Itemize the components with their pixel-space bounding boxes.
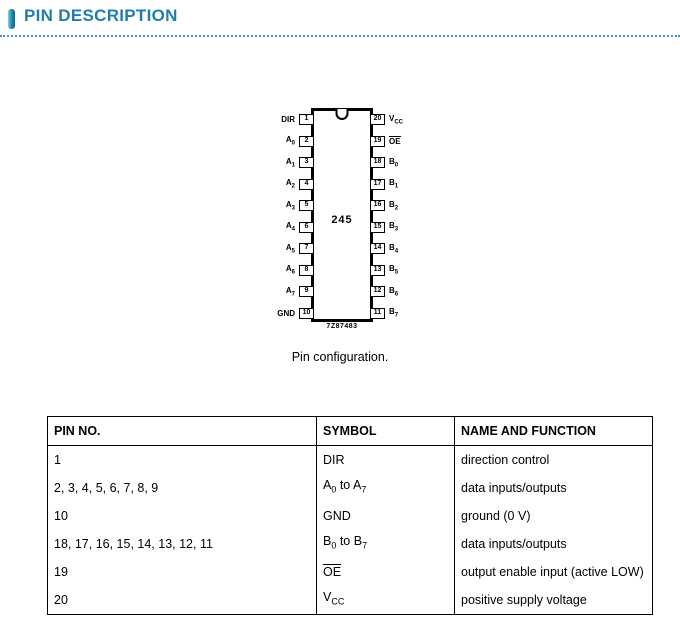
- pin-right-20: [370, 113, 418, 126]
- pin-right-18: [370, 156, 418, 169]
- pin-number-19: 19: [370, 136, 385, 147]
- pin-number-16: 16: [370, 200, 385, 211]
- pin-left-6: [268, 221, 314, 234]
- pin-number-12: 12: [370, 286, 385, 297]
- pin-right-17: [370, 178, 418, 191]
- pin-number-18: 18: [370, 157, 385, 168]
- pin-number-6: 6: [299, 222, 314, 233]
- pin-number-9: 9: [299, 286, 314, 297]
- pin-left-1: [268, 113, 314, 126]
- table-row: [48, 558, 653, 586]
- pin-label-18: $B_0$: [389, 156, 399, 169]
- pin-label-10: GND: [277, 308, 295, 318]
- pin-right-12: [370, 285, 418, 298]
- chip-name-label: 245: [331, 214, 353, 226]
- cell-pin-no: 1: [48, 446, 317, 475]
- pin-label-11: $B_7$: [389, 307, 399, 319]
- cell-symbol: GND: [317, 502, 455, 530]
- pin-right-15: [370, 221, 418, 234]
- pin-number-8: 8: [299, 265, 314, 276]
- table-row: [48, 446, 653, 475]
- pin-number-14: 14: [370, 243, 385, 254]
- table-row: [48, 474, 653, 502]
- pin-number-1: 1: [299, 114, 314, 125]
- pin-label-20: $V_{CC}$: [389, 113, 404, 126]
- chip-notch-icon: [336, 109, 349, 120]
- rounded-bar-icon: [8, 9, 15, 29]
- cell-pin-no: 18, 17, 16, 15, 14, 13, 12, 11: [48, 530, 317, 558]
- chip-body: [311, 108, 373, 322]
- pin-number-7: 7: [299, 243, 314, 254]
- pin-number-20: 20: [370, 114, 385, 125]
- pin-configuration-figure: [0, 95, 680, 385]
- pin-left-5: [268, 199, 314, 212]
- pin-right-13: [370, 264, 418, 277]
- pin-label-9: $A_7$: [285, 285, 295, 298]
- cell-name-and-function: output enable input (active LOW): [455, 558, 653, 586]
- pin-label-6: $A_4$: [285, 221, 295, 233]
- pin-number-2: 2: [299, 136, 314, 147]
- pin-label-17: $B_1$: [389, 178, 399, 190]
- header-divider: [0, 35, 680, 37]
- cell-symbol: $V_{CC}$: [317, 586, 455, 615]
- pin-number-17: 17: [370, 179, 385, 190]
- pin-right-14: [370, 242, 418, 255]
- figure-caption: Pin configuration.: [291, 350, 389, 364]
- chip-diagram: [268, 95, 418, 345]
- pin-label-12: $B_6$: [389, 285, 399, 298]
- table-header-row: [48, 417, 653, 446]
- table-row: [48, 530, 653, 558]
- cell-pin-no: 10: [48, 502, 317, 530]
- pin-label-19: OE: [389, 136, 401, 146]
- pin-left-9: [268, 285, 314, 298]
- section-header: [0, 0, 680, 40]
- pin-description-table: [47, 416, 653, 615]
- pin-label-7: $A_5$: [285, 242, 295, 255]
- pin-number-11: 11: [370, 308, 385, 319]
- pin-number-3: 3: [299, 157, 314, 168]
- pin-left-3: [268, 156, 314, 169]
- cell-name-and-function: data inputs/outputs: [455, 530, 653, 558]
- pin-label-15: $B_3$: [389, 221, 399, 233]
- page-title: PIN DESCRIPTION: [24, 6, 178, 25]
- cell-symbol: $A_0$ to $A_7$: [317, 474, 455, 502]
- cell-name-and-function: positive supply voltage: [455, 586, 653, 615]
- pin-right-16: [370, 199, 418, 212]
- table-row: [48, 586, 653, 615]
- cell-pin-no: 19: [48, 558, 317, 586]
- cell-name-and-function: ground (0 V): [455, 502, 653, 530]
- pin-label-2: $A_0$: [285, 135, 295, 147]
- pin-left-2: [268, 135, 314, 148]
- pin-label-1: DIR: [281, 115, 295, 124]
- pin-label-14: $B_4$: [389, 242, 399, 255]
- pin-right-11: [370, 307, 418, 320]
- pin-label-16: $B_2$: [389, 199, 399, 212]
- pin-label-8: $A_6$: [285, 264, 295, 276]
- pin-number-10: 10: [299, 308, 314, 319]
- cell-symbol: $B_0$ to $B_7$: [317, 530, 455, 558]
- pin-left-10: [268, 307, 314, 320]
- pin-right-19: [370, 135, 418, 148]
- pin-number-4: 4: [299, 179, 314, 190]
- pin-number-13: 13: [370, 265, 385, 276]
- column-header-symbol: SYMBOL: [317, 417, 455, 446]
- chip-drawing-code: 7Z87483: [326, 323, 358, 330]
- pin-left-8: [268, 264, 314, 277]
- cell-symbol: OE: [317, 558, 455, 586]
- cell-pin-no: 2, 3, 4, 5, 6, 7, 8, 9: [48, 474, 317, 502]
- pin-label-3: $A_1$: [285, 156, 295, 169]
- column-header-name-and-function: NAME AND FUNCTION: [455, 417, 653, 446]
- table-row: [48, 502, 653, 530]
- pin-label-5: $A_3$: [285, 199, 295, 212]
- cell-pin-no: 20: [48, 586, 317, 615]
- pin-number-15: 15: [370, 222, 385, 233]
- pin-left-7: [268, 242, 314, 255]
- cell-name-and-function: data inputs/outputs: [455, 474, 653, 502]
- pin-label-13: $B_5$: [389, 264, 399, 276]
- pin-number-5: 5: [299, 200, 314, 211]
- pin-label-4: $A_2$: [285, 178, 295, 190]
- column-header-pin-no: PIN NO.: [48, 417, 317, 446]
- pin-left-4: [268, 178, 314, 191]
- cell-symbol: DIR: [317, 446, 455, 475]
- cell-name-and-function: direction control: [455, 446, 653, 475]
